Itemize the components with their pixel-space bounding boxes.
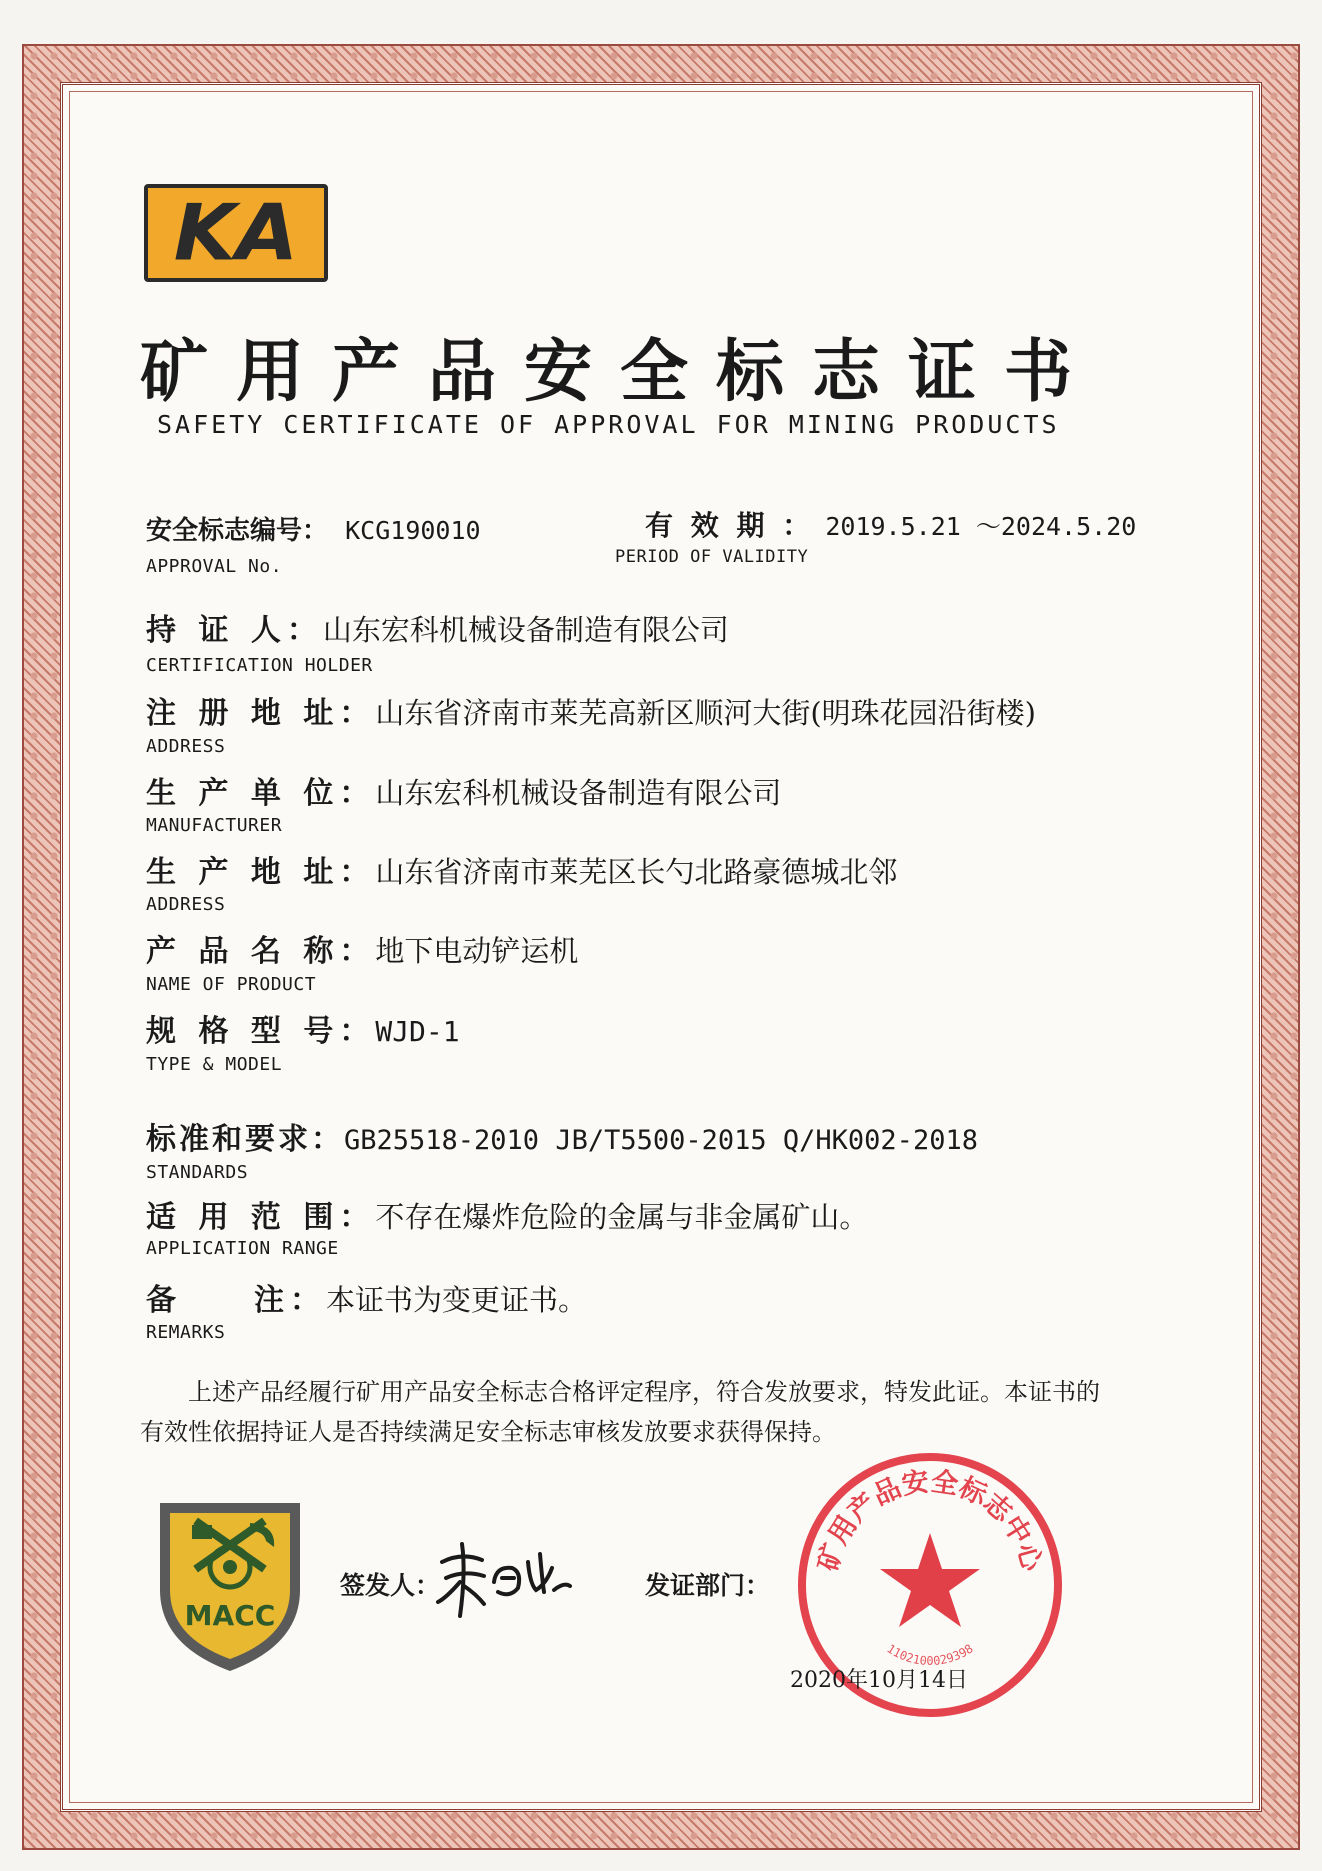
macc-text: MACC (184, 1599, 276, 1632)
field-label-en: STANDARDS (146, 1162, 249, 1183)
field-label-cn: 规 格 型 号： (146, 1014, 376, 1049)
field-label-cn: 标准和要求： (146, 1122, 344, 1157)
field-label-en: ADDRESS (146, 894, 226, 915)
approval-label-en: APPROVAL No. (146, 556, 283, 577)
field-label-cn: 生 产 单 位： (146, 776, 376, 811)
field-label-cn: 持 证 人： (146, 613, 323, 648)
field-holder (146, 605, 729, 649)
field-label-en: ADDRESS (146, 736, 226, 757)
approval-number: KCG190010 (345, 516, 481, 545)
field-production-address (146, 847, 897, 891)
field-label-cn: 产 品 名 称： (146, 934, 376, 969)
validity-label-en: PERIOD OF VALIDITY (615, 547, 809, 567)
field-registered-address (146, 688, 1036, 732)
field-label-en: MANUFACTURER (146, 815, 283, 836)
ka-logo (144, 184, 328, 282)
field-value: 本证书为变更证书。 (326, 1283, 588, 1317)
field-remarks (146, 1275, 587, 1319)
field-product-name (146, 926, 578, 970)
certificate-statement: 上述产品经履行矿用产品安全标志合格评定程序，符合发放要求，特发此证。本证书的有效性依据持证人是否持续满足安全标志审核发放要求获得保持。 (140, 1378, 1100, 1446)
validity-row (645, 504, 1136, 544)
field-application-range (146, 1192, 868, 1236)
field-label-cn: 生 产 地 址： (146, 855, 376, 890)
field-manufacturer (146, 768, 781, 812)
field-label-en: NAME OF PRODUCT (146, 974, 317, 995)
field-label-cn: 注 册 地 址： (146, 696, 376, 731)
field-label-cn: 备 注： (146, 1283, 326, 1318)
field-label-cn: 适 用 范 围： (146, 1200, 376, 1235)
macc-emblem (150, 1495, 310, 1675)
field-value: 地下电动铲运机 (375, 934, 579, 968)
seal-number: 1102100029398 (884, 1641, 976, 1668)
field-label-en: REMARKS (146, 1322, 226, 1343)
approval-row (146, 510, 481, 547)
field-value: 山东宏科机械设备制造有限公司 (375, 776, 782, 810)
department-label: 发证部门： (645, 1571, 771, 1600)
field-value: WJD-1 (375, 1015, 460, 1048)
seal-text: 矿用产品安全标志中心 (812, 1466, 1048, 1575)
field-value: 山东省济南市莱芜区长勺北路豪德城北邻 (375, 855, 898, 889)
field-label-en: TYPE & MODEL (146, 1054, 283, 1075)
field-value: 不存在爆炸危险的金属与非金属矿山。 (375, 1200, 869, 1234)
field-type-model (146, 1006, 460, 1050)
title-english: SAFETY CERTIFICATE OF APPROVAL FOR MINING PRODUCTS (157, 410, 1060, 439)
validity-period: 2019.5.21 ～2024.5.20 (825, 512, 1137, 541)
approval-label-cn: 安全标志编号： (146, 516, 329, 546)
ka-logo-text: KA (173, 188, 299, 278)
title-chinese: 矿用产品安全标志证书 (140, 332, 1101, 412)
field-value: 山东宏科机械设备制造有限公司 (322, 613, 729, 647)
field-value: 山东省济南市莱芜高新区顺河大街(明珠花园沿街楼) (375, 696, 1036, 730)
issuer-label: 签发人： (340, 1571, 441, 1600)
validity-label-cn: 有 效 期 ： (645, 509, 815, 542)
field-value: GB25518-2010 JB/T5500-2015 Q/HK002-2018 (344, 1125, 978, 1156)
issuer-signature (432, 1532, 572, 1626)
field-label-en: CERTIFICATION HOLDER (146, 655, 373, 676)
field-standards (146, 1114, 978, 1158)
field-label-en: APPLICATION RANGE (146, 1238, 339, 1259)
seal-star-icon (880, 1533, 980, 1627)
issue-date: 2020年10月14日 (790, 1668, 968, 1693)
